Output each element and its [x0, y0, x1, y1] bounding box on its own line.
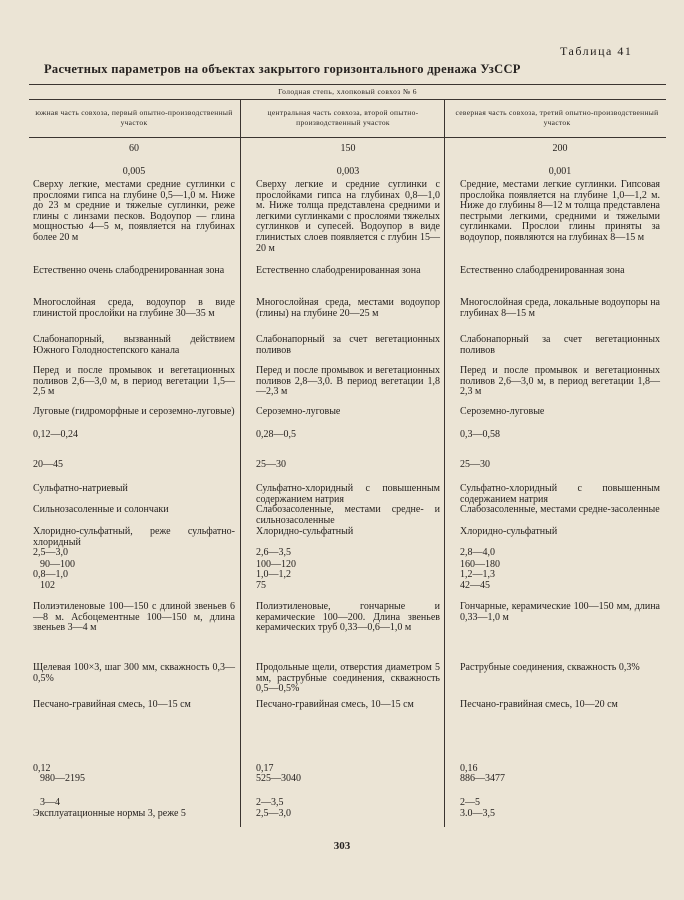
table-cell: Слабонапорный за счет вегетационных поливов	[256, 334, 440, 356]
table-cell: 525—3040	[256, 773, 301, 784]
table-cell: 0,12—0,24	[33, 429, 78, 440]
column-header-central: центральная часть совхоза, второй опытно-производственный участок	[267, 108, 419, 127]
table-cell: 160—180	[460, 559, 500, 570]
table-cell: 2,5—3,0	[256, 808, 291, 819]
table-cell: Слабонапорный, вызванный действием Южного Голодностепского канала	[33, 334, 235, 356]
table-cell: Перед и после промывок и вегетационных поливов 2,6—3,0 м, в период вегетации 1,5—2,5 м	[33, 365, 235, 398]
table-cell: Сверху легкие и средние суглинки с прослойками гипса на глубинах 0,8—1,0 м. Ниже толща представлена средними и легкими суглинками с прослоями тяжелых суглинков и супесей. Водоупор в виде глинистых слоев появляется с глубин 15—20 м	[256, 179, 440, 254]
table-cell: Слабонапорный за счет вегетационных поливов	[460, 334, 660, 356]
table-cell: Сероземно-луговые	[460, 406, 545, 417]
column-header-south: южная часть совхоза, первый опытно-производственный участок	[35, 108, 233, 127]
table-cell: 0,001	[548, 166, 572, 177]
column-divider	[444, 99, 445, 827]
table-cell: Хлоридно-сульфатный, реже сульфатно-хлоридный	[33, 526, 235, 548]
table-cell: 0,28—0,5	[256, 429, 296, 440]
table-cell: Полиэтиленовые 100—150 с длиной звеньев 6—8 м. Асбоцементные 100—150 м, длина звеньев 3—4 м	[33, 601, 235, 634]
table-cell: Гончарные, керамические 100—150 мм, длина 0,33—1,0 м	[460, 601, 660, 623]
table-cell: 75	[256, 580, 266, 591]
table-cell: 1,2—1,3	[460, 569, 495, 580]
table-cell: Естественно очень слабодренированная зона	[33, 265, 225, 276]
table-cell: Естественно слабодренированная зона	[460, 265, 625, 276]
table-cell: Продольные щели, отверстия диаметром 5 мм, раструбные соединения, скважность 0,5—0,5%	[256, 662, 440, 695]
table-cell: Раструбные соединения, скважность 0,3%	[460, 662, 640, 673]
group-title: Голодная степь, хлопковый совхоз № 6	[278, 87, 417, 96]
table-cell: Сульфатно-хлоридный с повышенным содержанием натрия	[256, 483, 440, 505]
table-cell: 0,12	[33, 763, 51, 774]
table-cell: Слабозасоленные, местами средне- и сильнозасоленные	[256, 504, 440, 526]
table-cell: Многослойная среда, локальные водоупоры на глубинах 8—15 м	[460, 297, 660, 319]
table-cell: Луговые (гидроморфные и сероземно-луговые)	[33, 406, 235, 417]
table-cell: 2,8—4,0	[460, 547, 495, 558]
table-cell: Естественно слабодренированная зона	[256, 265, 421, 276]
table-cell: 100—120	[256, 559, 296, 570]
table-cell: Щелевая 100×3, шаг 300 мм, скважность 0,3—0,5%	[33, 662, 235, 684]
table-number: Таблица 41	[560, 44, 633, 58]
top-rule	[29, 84, 666, 85]
table-cell: 3—4	[40, 797, 60, 808]
table-cell: 150	[340, 143, 356, 154]
table-cell: 20—45	[33, 459, 63, 470]
table-caption: Расчетных параметров на объектах закрытого горизонтального дренажа УзССР	[44, 62, 521, 76]
table-cell: 0,003	[336, 166, 360, 177]
table-cell: 2,5—3,0	[33, 547, 68, 558]
table-cell: 0,17	[256, 763, 274, 774]
table-cell: Сверху легкие, местами средние суглинки с прослоями гипса на глубине 0,5—1,0 м. Ниже до 23 м средние и тяжелые суглинки, реже глины с линзами песков. Водоупор — глина мощностью 4—5 м, появляется на глубинах более 20 м	[33, 179, 235, 243]
table-cell: Сульфатно-хлоридный с повышенным содержанием натрия	[460, 483, 660, 505]
table-cell: 200	[552, 143, 568, 154]
table-cell: 1,0—1,2	[256, 569, 291, 580]
table-cell: 0,3—0,58	[460, 429, 500, 440]
table-cell: Сильнозасоленные и солончаки	[33, 504, 169, 515]
table-cell: Перед и после промывок и вегетационных поливов 2,8—3,0. В период вегетации 1,8—2,3 м	[256, 365, 440, 398]
table-cell: 42—45	[460, 580, 490, 591]
table-cell: 2,6—3,5	[256, 547, 291, 558]
table-cell: 2—5	[460, 797, 480, 808]
table-cell: Хлоридно-сульфатный	[256, 526, 354, 537]
table-cell: Сероземно-луговые	[256, 406, 341, 417]
table-cell: 0,005	[122, 166, 146, 177]
table-cell: Эксплуатационные нормы 3, реже 5	[33, 808, 186, 819]
table-cell: 2—3,5	[256, 797, 284, 808]
table-cell: 886—3477	[460, 773, 505, 784]
table-cell: 102	[40, 580, 55, 591]
table-cell: 60	[129, 143, 139, 154]
table-cell: Многослойная среда, водоупор в виде глинистой прослойки на глубине 30—35 м	[33, 297, 235, 319]
table-cell: 980—2195	[40, 773, 85, 784]
column-header-north: северная часть совхоза, третий опытно-производственный участок	[455, 108, 659, 127]
table-cell: Песчано-гравийная смесь, 10—15 см	[33, 699, 191, 710]
table-cell: Песчано-гравийная смесь, 10—20 см	[460, 699, 618, 710]
table-cell: Перед и после промывок и вегетационных поливов 2,6—3,0 м, в период вегетации 1,8—2,3 м	[460, 365, 660, 398]
page-number: 303	[333, 840, 351, 852]
group-rule	[29, 99, 666, 100]
table-cell: 3.0—3,5	[460, 808, 495, 819]
table-cell: Многослойная среда, местами водоупор (глины) на глубине 20—25 м	[256, 297, 440, 319]
table-cell: 90—100	[40, 559, 75, 570]
header-rule	[29, 137, 666, 138]
table-cell: 25—30	[256, 459, 286, 470]
table-cell: Сульфатно-натриевый	[33, 483, 128, 494]
table-cell: Средние, местами легкие суглинки. Гипсовая прослойка появляется на глубине 1,0—1,2 м. Ниже до глубины 8—12 м толща представлена пестрыми легкими, средними и тяжелыми суглинками. Прослои глины приняты за водоупор, появляются на глубинах 8—15 м	[460, 179, 660, 243]
table-cell: Слабозасоленные, местами средне-засоленные	[460, 504, 660, 515]
table-cell: 0,16	[460, 763, 478, 774]
table-cell: Хлоридно-сульфатный	[460, 526, 558, 537]
column-divider	[240, 99, 241, 827]
table-cell: 0,8—1,0	[33, 569, 68, 580]
table-cell: Песчано-гравийная смесь, 10—15 см	[256, 699, 414, 710]
table-cell: Полиэтиленовые, гончарные и керамические 100—200. Длина звеньев керамических труб 0,33—0,6—1,0 м	[256, 601, 440, 634]
table-cell: 25—30	[460, 459, 490, 470]
